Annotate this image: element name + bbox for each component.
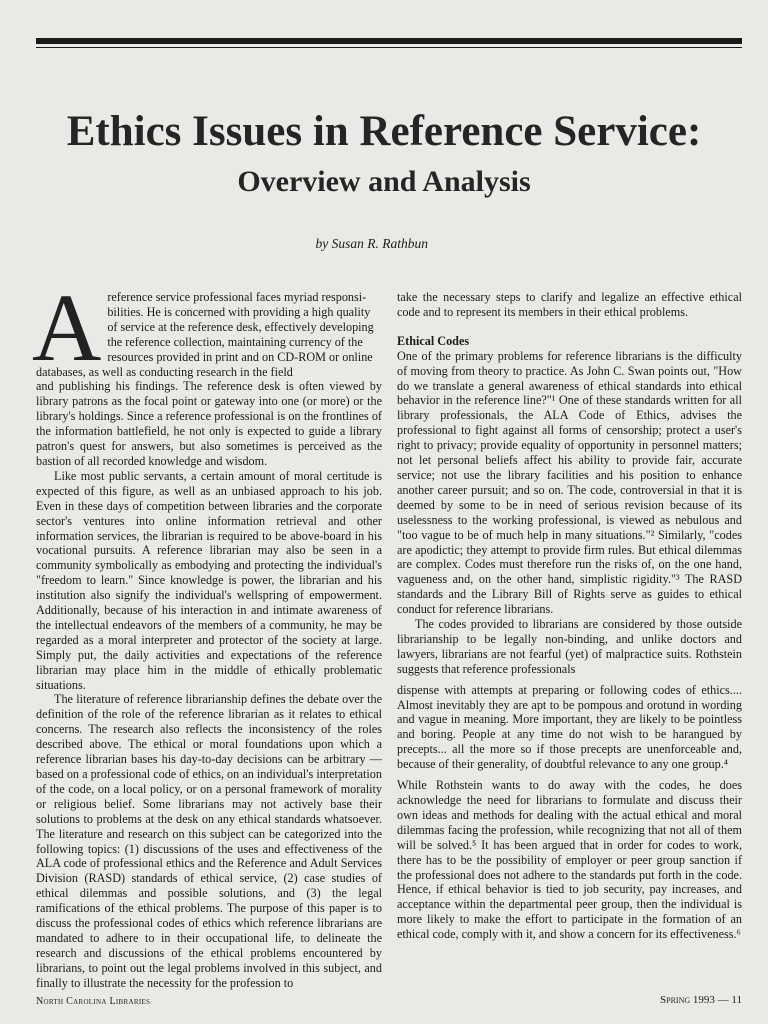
opening-line: reference service professional faces myriad responsi- [107,290,367,304]
footer-page-number: Spring 1993 — 11 [660,994,742,1006]
opening-line: resources provided in print and on CD-ROM or online [107,349,373,364]
article-title: Ethics Issues in Reference Service: [66,108,702,155]
paragraph-1-continued: and publishing his findings. The reference desk is often viewed by library patrons as the focal point or gateway into one (or more) or the library's holdings. Since a reference professional is on the frontlines of the information battlefield, he not only is expected to guide a library patron's quest for answers, but also sometimes is perceived as the bastion of all recorded knowledge and wisdom. [36,379,382,468]
section-heading-ethical-codes: Ethical Codes [397,333,470,348]
paragraph-ethical-codes: One of the primary problems for reference librarians is the difficulty of moving from theory to practice. As John C. Swan points out, "How do we translate a general awareness of ethical standards into ethical behavior in the reference line?"¹ One of these standards written for all library professionals, the ALA Code of Ethics, advises the professional to fight against all forms of censorship; protect a user's right to privacy; provide equality of opportunity in personnel matters; not let personal beliefs affect his ability to provide fair, accurate service; not use the library facilities and his position to enhance another career pursuit; and so on. The code, controversial in that it is deemed by some to be in need of serious revision because of its uselessness to the working professional, is viewed as nebulous and "too vague to be of much help in many situations."² Similarly, "codes are apodictic; they attempt to provide firm rules. But ethical dilemmas are complex. Codes must therefore run the risks of, on the one hand, vagueness and, on the other hand, simplistic rigidity."³ The RASD standards and the Library Bill of Rights serve as guides to ethical conduct for reference librarians. [397,348,742,617]
author-byline: by Susan R. Rathbun [315,236,428,251]
drop-cap: A [32,274,102,381]
right-column [397,290,742,942]
block-quote: dispense with attempts at preparing or following codes of ethics.... Almost inevitably they are apt to be pompous and orotund in wording and vague in meaning. More important, they are likely to be pointless and boring. People at any time do not wish to be harangued by precepts... all the more so if those precepts are unenforceable and, because of their generality, of doubtful relevance to any one group.⁴ [397,682,742,772]
paragraph-continuation: take the necessary steps to clarify and legalize an effective ethical code and to represent its members in their ethical problems. [397,290,742,319]
paragraph-3: The literature of reference librarianship defines the debate over the definition of the role of the reference librarian as it relates to ethical concerns. The research also reflects the inconsistency of the roles described above. The ethical or moral foundations upon which a reference librarian bases his day-to-day decisions can be arbitrary — based on a professional code of ethics, on an individual's interpretation of the code, on a local policy, or on a personal framework of morality or religious belief. Some librarians may not actively base their solutions to problems at the desk on any ethical standards whatsoever. The literature and research on this subject can be categorized into the following topics: (1) discussions of the uses and effectiveness of the ALA code of professional ethics and the Reference and Adult Services Division (RASD) standards of ethical service, (2) case studies of ethical dilemmas and possible solutions, and (3) the legal ramifications of the ethical problems. The purpose of this paper is to discuss the professional codes of ethics which reference librarians are mandated to adhere to in their occupational life, to delineate the research and discussions of the ethical problems encountered by librarians, to point out the legal problems involved in this subject, and finally to illustrate the necessity for the profession to [36,692,382,990]
left-column [32,274,382,991]
top-rule-thin [36,47,742,48]
paragraph-codes-provided: The codes provided to librarians are considered by those outside librarianship to be legally non-binding, and unlike doctors and lawyers, librarians are not fearful (yet) of malpractice suits. Rothstein suggests that reference professionals [397,617,742,676]
paragraph-rothstein: While Rothstein wants to do away with the codes, he does acknowledge the need for librarians to formulate and discuss their own ideas and methods for dealing with the actual ethical and moral dilemmas facing the profession, while recognizing that not all of them will be solved.⁵ It has been argued that in order for codes to work, there has to be the possibility of employer or peer group sanction if the professional does not adhere to the standards put forth in the code. Hence, if ethical behavior is tied to job security, pay increases, and acceptance within the departmental peer group, then the individual is more likely to make the effort to participate in the formation of an ethical code, comply with it, and show a concern for its effectiveness.⁶ [397,778,742,942]
opening-line: of service at the reference desk, effectively developing [107,319,374,334]
top-rule-thick [36,38,742,44]
footer-journal-name: North Carolina Libraries [36,996,151,1007]
opening-line: bilities. He is concerned with providing a high quality [107,304,371,319]
opening-line: databases, as well as conducting research in the field [36,364,293,379]
paragraph-2: Like most public servants, a certain amount of moral certitude is expected of this figure, as well as an unbiased approach to his job. Even in these days of competition between libraries and the corporate sector's ventures into online information retrieval and other information services, the librarian is required to be above-board in his vocational pursuits. A reference librarian may also be seen in a community symbolically as embodying and protecting the individual's "freedom to learn." Since knowledge is power, the librarian and his institution also signify the individual's wellspring of empowerment. Additionally, because of his interaction in and intimate awareness of the intellectual endeavors of the members of a community, he may be regarded as a moral interpreter and protector of the society at large. Simply put, the daily activities and expectations of the reference librarian may place him in the middle of ethically problematic situations. [36,468,382,692]
article-subtitle: Overview and Analysis [237,165,531,198]
opening-line: the reference collection, maintaining currency of the [107,334,363,349]
